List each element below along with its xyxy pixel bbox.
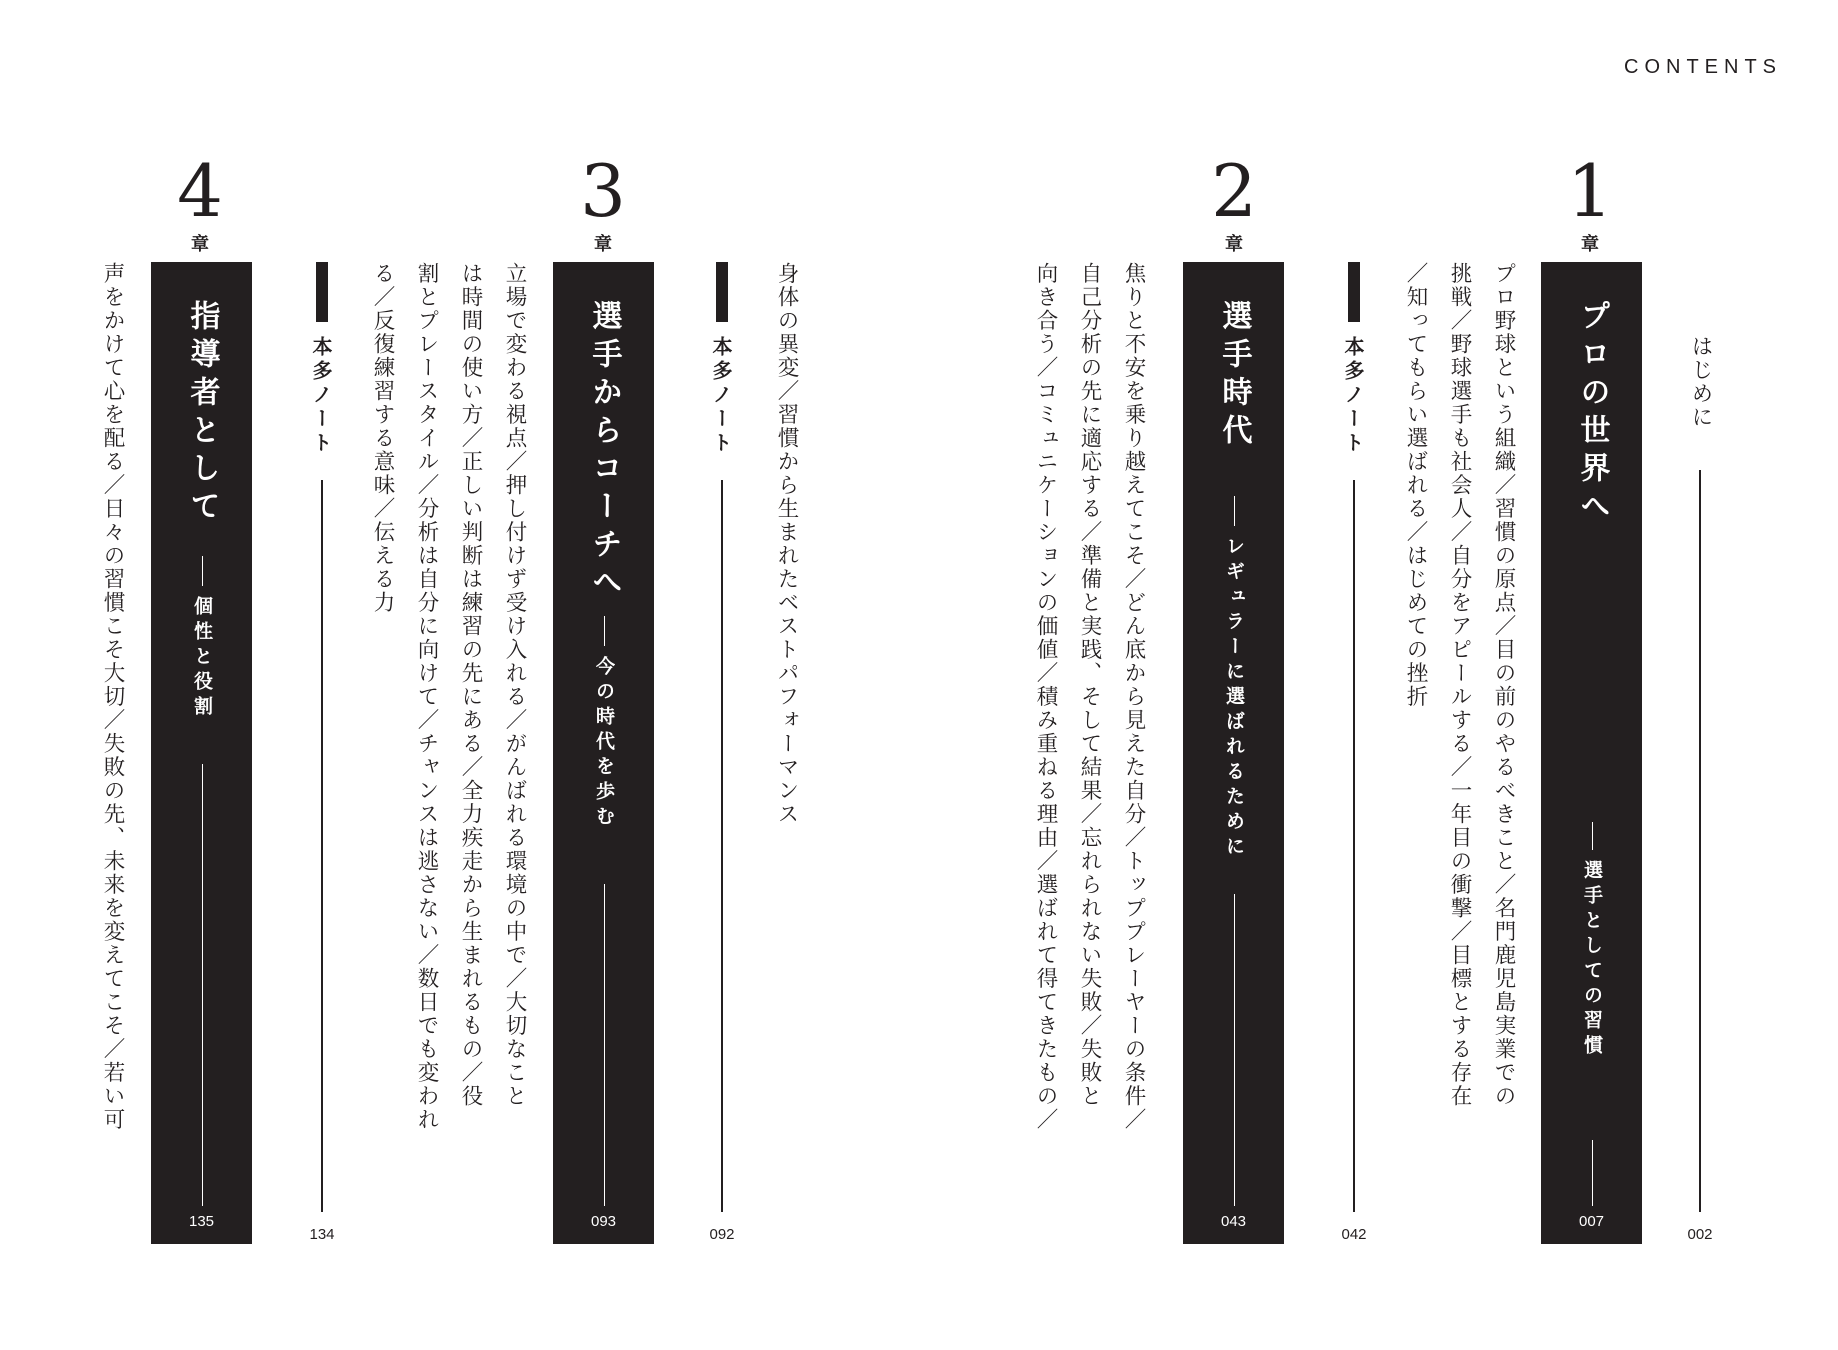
- chapter-1-title-bar: [1541, 262, 1642, 1244]
- chapter-2-sections-line-1: 焦りと不安を乗り越えてこそ／どん底から見えた自分／トッププレーヤーの条件／: [1121, 262, 1146, 1132]
- chapter-1-sections-line-3: ／知ってもらい選ばれる／はじめての挫折: [1403, 262, 1428, 709]
- chapter-4-title: 指導者として: [184, 300, 220, 528]
- chapter-4-title-rule: [202, 764, 204, 1206]
- chapter-4-title-dash: [202, 556, 204, 586]
- chapter-1-note-page-number: 042: [1341, 1226, 1367, 1243]
- chapter-2-sections-line-3: 向き合う／コミュニケーションの価値／積み重ねる理由／選ばれて得てきたもの／: [1033, 262, 1058, 1132]
- chapter-1-subtitle: 選手としての習慣: [1581, 860, 1603, 1060]
- chapter-2-heading: [1184, 149, 1284, 255]
- chapter-4-number: 4: [177, 149, 223, 233]
- chapter-1-title-dash: [1592, 822, 1594, 850]
- chapter-1-title-rule: [1592, 1140, 1594, 1206]
- chapter-3-note-label: 本多ノート: [309, 336, 333, 456]
- chapter-4-mark: 章: [191, 234, 209, 255]
- chapter-3-number: 3: [580, 149, 626, 233]
- chapter-3-sections-line-3: 割とプレースタイル／分析は自分に向けて／チャンスは逃さない／数日でも変われ: [414, 262, 439, 1132]
- chapter-3-sections-line-4: る／反復練習する意味／伝える力: [370, 262, 395, 615]
- chapter-2-sections-line-2: 自己分析の先に適応する／準備と実践、そして結果／忘れられない失敗／失敗と: [1077, 262, 1102, 1108]
- chapter-4-subtitle: 個性と役割: [191, 596, 213, 721]
- chapter-3-note-page-number: 134: [309, 1226, 335, 1243]
- chapter-1-note-label: 本多ノート: [1341, 336, 1365, 456]
- chapter-2-mark: 章: [1225, 234, 1243, 255]
- chapter-3-title-bar: [553, 262, 654, 1244]
- chapter-2-title: 選手時代: [1216, 300, 1252, 452]
- chapter-3-page-number: 093: [590, 1213, 617, 1230]
- chapter-3-title-rule: [604, 884, 606, 1206]
- chapter-2-title-dash: [1234, 496, 1236, 526]
- chapter-2-title-bar: [1183, 262, 1284, 1244]
- pre-note-label: 本多ノート: [709, 336, 733, 456]
- chapter-4-sections-line-1: 声をかけて心を配る／日々の習慣こそ大切／失敗の先、未来を変えてこそ／若い可: [100, 262, 125, 1132]
- chapter-3-title-dash: [604, 616, 606, 646]
- chapter-1-note-leader-line: [1353, 480, 1355, 1212]
- chapter-4-heading: [150, 149, 250, 255]
- contents-label: CONTENTS: [1624, 56, 1782, 78]
- chapter-1-title: プロの世界へ: [1574, 300, 1610, 528]
- intro-page-number: 002: [1687, 1226, 1713, 1243]
- chapter-3-note-leader-line: [321, 480, 323, 1212]
- chapter-3-mark: 章: [594, 234, 612, 255]
- chapter-3-sections-line-2: は時間の使い方／正しい判断は練習の先にある／全力疾走から生まれるもの／役: [458, 262, 483, 1108]
- chapter-3-note-marker: [316, 262, 328, 322]
- chapter-4-title-bar: [151, 262, 252, 1244]
- chapter-3-title: 選手からコーチへ: [586, 300, 622, 604]
- chapter-1-note-marker: [1348, 262, 1360, 322]
- pre-note-sections: 身体の異変／習慣から生まれたベストパフォーマンス: [774, 262, 799, 826]
- chapter-1-sections-line-2: 挑戦／野球選手も社会人／自分をアピールする／一年目の衝撃／目標とする存在: [1447, 262, 1472, 1108]
- chapter-3-subtitle: 今の時代を歩む: [593, 656, 615, 831]
- chapter-1-mark: 章: [1581, 234, 1599, 255]
- chapter-1-heading: [1540, 149, 1640, 255]
- chapter-2-page-number: 043: [1220, 1213, 1247, 1230]
- pre-note-marker: [716, 262, 728, 322]
- chapter-2-title-rule: [1234, 894, 1236, 1206]
- chapter-3-sections-line-1: 立場で変わる視点／押し付けず受け入れる／がんばれる環境の中で／大切なこと: [502, 262, 527, 1108]
- intro-title: はじめに: [1688, 335, 1713, 429]
- chapter-2-number: 2: [1211, 149, 1257, 233]
- pre-note-leader-line: [721, 480, 723, 1212]
- chapter-1-sections-line-1: プロ野球という組織／習慣の原点／目の前のやるべきこと／名門鹿児島実業での: [1491, 262, 1516, 1108]
- chapter-2-subtitle: レギュラーに選ばれるために: [1223, 536, 1245, 861]
- intro-leader-line: [1699, 470, 1701, 1212]
- chapter-1-page-number: 007: [1578, 1213, 1605, 1230]
- chapter-4-page-number: 135: [188, 1213, 215, 1230]
- chapter-1-number: 1: [1567, 149, 1613, 233]
- pre-note-page-number: 092: [709, 1226, 735, 1243]
- chapter-3-heading: [553, 149, 653, 255]
